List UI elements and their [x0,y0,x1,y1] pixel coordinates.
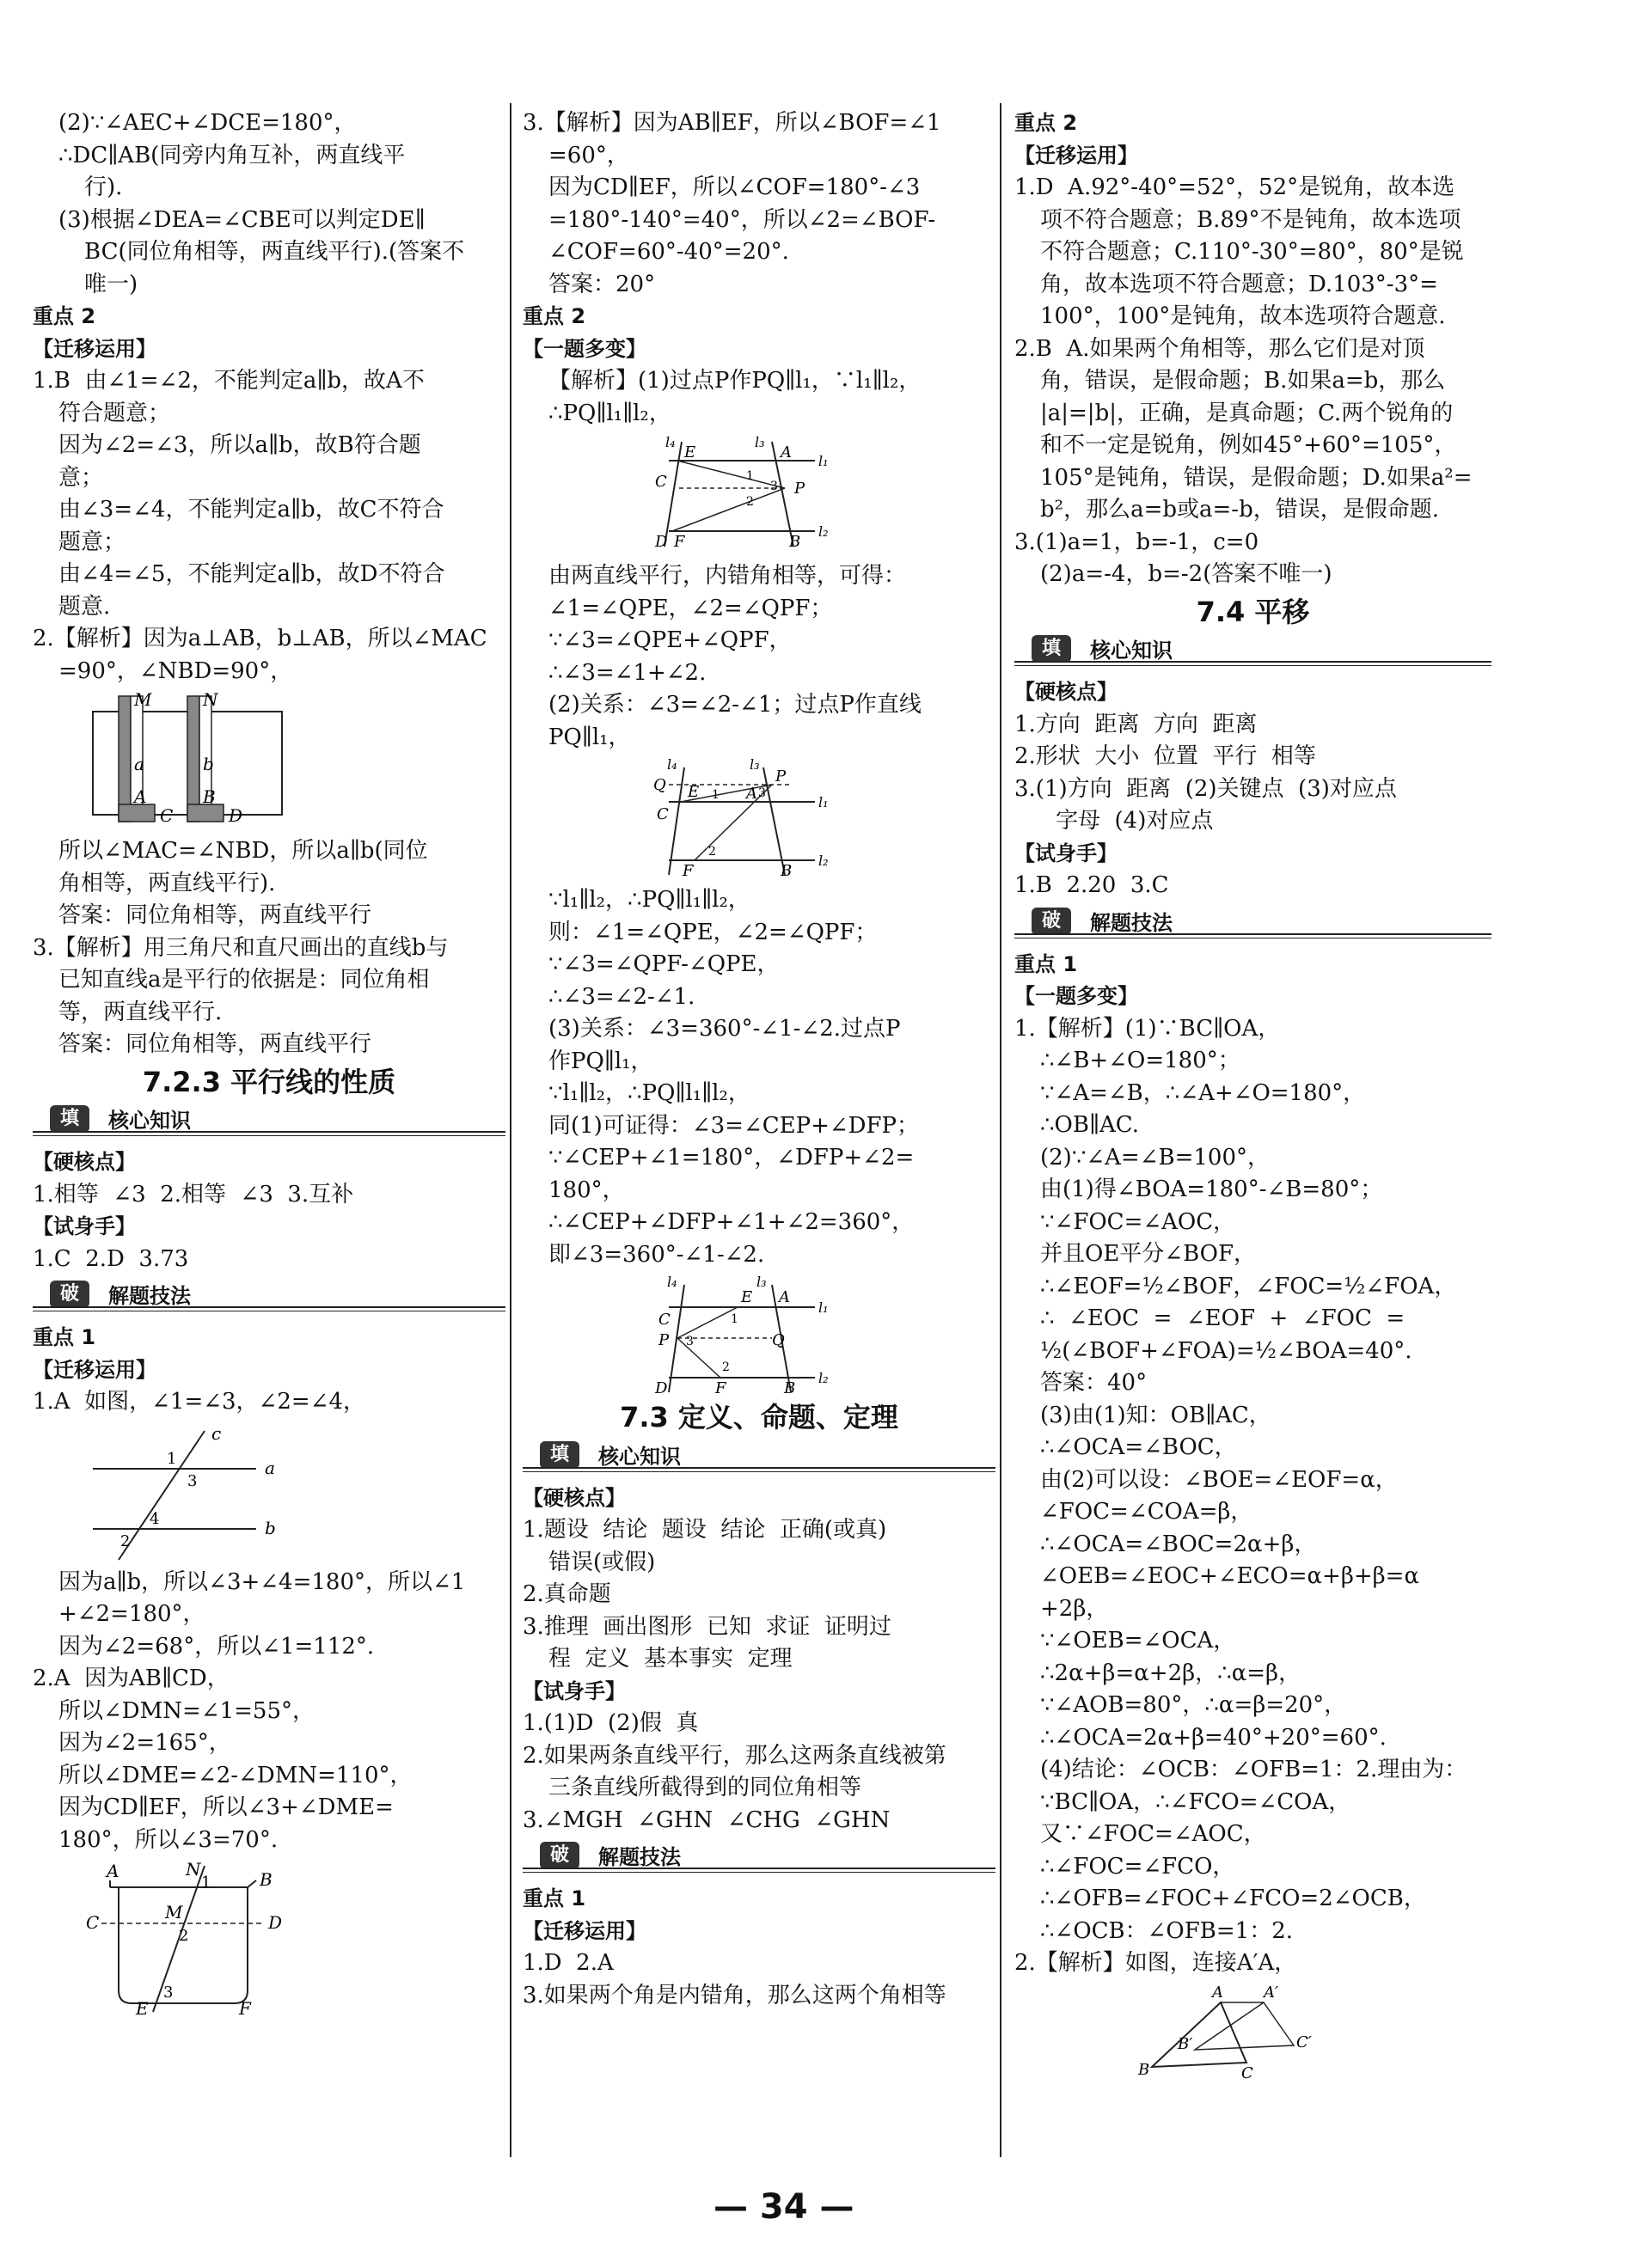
banner-label: 解题技法 [1090,910,1173,935]
text-line: ∴DC∥AB(同旁内角互补，两直线平 [58,142,406,168]
text-line: ∵l₁∥l₂，∴PQ∥l₁∥l₂， [548,887,750,913]
text-line: 行). [84,174,123,200]
text-line: 2.形状 大小 位置 平行 相等 [1014,743,1316,769]
text-line: 【解析】(1)过点P作PQ∥l₁，∵l₁∥l₂， [548,368,922,394]
fig-label: 1 [201,1874,211,1892]
text-line: ∴ ∠EOC = ∠EOF + ∠FOC = [1040,1305,1405,1331]
text-line: 1.C 2.D 3.73 [33,1245,189,1272]
text-line: ∠OEB=∠EOC+∠ECO=α+β+β=α [1040,1563,1420,1589]
column-divider-2 [1000,103,1001,2157]
text-line: (3)由(1)知：OB∥AC， [1040,1402,1271,1428]
page-number: — 34 — [713,2187,854,2227]
fig-label: A [107,1861,119,1881]
text-line: 2.如果两条直线平行，那么这两条直线被第 [523,1742,946,1769]
fig-label: C [1241,2063,1253,2080]
text-line: ∵∠FOC=∠AOC， [1040,1208,1236,1235]
fig-label: A′ [1264,1984,1279,2002]
text-line: 180°，所以∠3=70°. [58,1826,279,1853]
fig-label: C [160,805,174,826]
text-line: 又∵∠FOC=∠AOC， [1040,1821,1266,1847]
heading-zhongdian1: 重点 1 [523,1886,586,1910]
fig-label: N [203,693,218,710]
banner-tag: 破 [1032,908,1071,935]
heading-yinghe: 【硬核点】 [1014,680,1118,704]
text-line: ½(∠BOF+∠FOA)=½∠BOA=40°. [1040,1337,1412,1364]
section-title: 7.4 平移 [1196,595,1310,628]
text-line: +2β， [1040,1595,1109,1622]
fig-label: 1 [731,1312,738,1326]
col1-q1 [33,365,505,623]
text-line: 1.A 如图，∠1=∠3，∠2=∠4， [33,1389,365,1415]
fig-label: M [165,1902,183,1923]
fig-label: 1 [746,469,754,483]
text-line: 则：∠1=∠QPE，∠2=∠QPF； [548,919,878,945]
text-line: 因为∠2=∠3，所以a∥b，故B符合题 [58,432,421,458]
text-line: 3.(1)a=1，b=-1，c=0 [1014,529,1259,555]
text-line: (2)a=-4，b=-2(答案不唯一) [1040,561,1332,587]
fig-label: P [658,1331,670,1349]
fig-label: B′ [1178,2034,1193,2053]
banner-tag: 填 [1032,635,1071,663]
answer-line: 答案：20° [548,271,656,297]
fig-label: C [86,1912,100,1933]
fig-label: 2 [722,1360,730,1374]
banner-techniques [1014,906,1491,940]
answer-line: 答案：40° [1040,1370,1148,1396]
text-line: ∴∠OCA=2α+β=40°+20°=60°. [1040,1724,1387,1751]
text-line: 180°， [548,1177,625,1203]
text-line: 程 定义 基本事实 定理 [548,1646,793,1672]
text-line: 即∠3=360°-∠1-∠2. [548,1241,765,1268]
text-line: 2.真命题 [523,1581,611,1607]
fig-label: l₂ [818,523,829,540]
text-line: 3.【解析】因为AB∥EF，所以∠BOF=∠1 [523,110,941,136]
text-line: =90°，∠NBD=90°， [58,657,293,684]
text-line: +∠2=180°， [58,1601,205,1627]
banner-label: 核心知识 [1090,639,1173,663]
text-line: 由(2)可以设：∠BOE=∠EOF=α， [1040,1466,1398,1493]
text-line: |a|=|b|，正确，是真命题；C.两个锐角的 [1040,400,1454,426]
text-line: 题意. [58,593,111,620]
text-line: ∴∠OFB=∠FOC+∠FCO=2∠OCB， [1040,1886,1426,1911]
fig-label: l₁ [818,453,829,469]
heading-qianyi: 【迁移运用】 [523,1918,646,1943]
text-line: ∴∠FOC=∠FCO， [1040,1853,1235,1880]
fig-label: l₄ [667,759,677,773]
fig-label: a [134,754,144,774]
text-line: 因为CD∥EF，所以∠3+∠DME= [58,1794,394,1820]
fig-label: b [265,1517,276,1538]
text-line: 符合题意； [58,400,171,426]
fig-label: A [746,785,757,803]
answer-line: 答案：同位角相等，两直线平行 [58,1031,372,1057]
fig-label: 2 [708,845,716,859]
fig-label: A [779,1288,790,1306]
text-line: ∴∠3=∠2-∠1. [548,983,695,1010]
text-line: 3.【解析】用三角尺和直尺画出的直线b与 [33,934,449,961]
heading-zhongdian1: 重点 1 [1014,951,1078,976]
fig-label: D [268,1912,283,1933]
banner-techniques [33,1279,505,1313]
text-line: 因为∠2=68°，所以∠1=112°. [58,1633,375,1660]
text-line: (4)结论：∠OCB：∠OFB=1：2.理由为： [1040,1757,1467,1782]
text-line: 所以∠DMN=∠1=55°， [58,1697,315,1724]
text-line: 1.相等 ∠3 2.相等 ∠3 3.互补 [33,1181,354,1207]
text-line: (3)关系：∠3=360°-∠1-∠2.过点P [548,1016,901,1042]
fig-label: E [688,783,700,801]
text-line: 题意； [58,529,126,555]
text-line: 2.A 因为AB∥CD， [33,1666,230,1691]
fig-label: l₃ [750,759,760,773]
banner-core-knowledge [523,1440,995,1474]
heading-zhongdian2: 重点 2 [523,304,586,328]
heading-zhongdian2: 重点 2 [33,304,96,328]
fig-label: B [260,1869,273,1890]
banner-label: 核心知识 [108,1109,191,1133]
text-line: 因为a∥b，所以∠3+∠4=180°，所以∠1 [58,1568,466,1595]
banner-tag: 填 [540,1441,579,1469]
text-line: 3.推理 画出图形 已知 求证 证明过 [523,1613,891,1640]
fig-label: 1 [712,788,720,802]
figure-l1-l2-case3 [643,1276,849,1397]
section-title: 7.3 定义、命题、定理 [620,1401,898,1434]
fig-label: l₃ [756,1276,767,1290]
banner-rule [33,1131,505,1136]
text-line: 意； [58,464,104,491]
text-line: 3.如果两个角是内错角，那么这两个角相等 [523,1982,946,2008]
fig-label: A [781,443,792,462]
fig-label: B [789,533,801,551]
text-line: 三条直线所截得到的同位角相等 [548,1775,862,1800]
fig-label: D [655,1379,668,1397]
heading-yinghe: 【硬核点】 [33,1150,136,1174]
text-line: (2)关系：∠3=∠2-∠1；过点P作直线 [548,692,922,718]
fig-label: D [655,533,668,551]
text-line: 1.B 由∠1=∠2，不能判定a∥b，故A不 [33,368,425,394]
text-line: 等，两直线平行. [58,999,223,1025]
fig-label: 2 [746,495,754,509]
text-line: 角，故本选项不符合题意；D.103°-3°= [1040,271,1438,297]
heading-shishen: 【试身手】 [523,1678,626,1703]
banner-rule [33,1306,505,1311]
banner-rule [523,1467,995,1472]
heading-yiti: 【一题多变】 [1014,984,1138,1008]
text-line: ∠COF=60°-40°=20°. [548,239,789,265]
heading-yinghe: 【硬核点】 [523,1485,626,1510]
text-line: 同(1)可证得：∠3=∠CEP+∠DFP； [548,1112,920,1139]
banner-techniques [523,1840,995,1874]
heading-shishen: 【试身手】 [33,1214,136,1238]
fig-label: C′ [1296,2033,1312,2051]
text-line: ∠FOC=∠COA=β， [1040,1499,1253,1525]
heading-qianyi: 【迁移运用】 [1014,143,1138,168]
text-line: 已知直线a是平行的依据是：同位角相 [58,967,430,993]
text-line: b²，那么a=b或a=-b，错误，是假命题. [1040,497,1439,523]
fig-label: 2 [120,1531,131,1550]
fig-label: P [775,767,787,786]
fig-label: E [741,1288,753,1306]
fig-label: B [781,862,793,879]
text-line: 1.方向 距离 方向 距离 [1014,711,1258,737]
text-line: 由∠4=∠5，不能判定a∥b，故D不符合 [58,561,445,587]
text-line: ∵BC∥OA，∴∠FCO=∠COA， [1040,1788,1351,1815]
fig-label: 3 [187,1471,198,1490]
fig-label: F [239,1998,251,2016]
fig-label: B [203,786,216,807]
text-line: 3.(1)方向 距离 (2)关键点 (3)对应点 [1014,775,1397,802]
fig-label: C [657,805,669,823]
text-line: 1.D 2.A [523,1950,614,1976]
text-line: 1.(1)D (2)假 真 [523,1710,699,1736]
text-line: 因为∠2=165°， [58,1730,231,1756]
text-line: 1.题设 结论 题设 结论 正确(或真) [523,1517,887,1543]
text-line: 2.【解析】因为a⊥AB，b⊥AB，所以∠MAC [33,626,487,651]
column-1 [33,107,505,2021]
fig-label: l₂ [818,1370,829,1386]
heading-qianyi: 【迁移运用】 [33,336,156,361]
fig-label: N [186,1861,201,1880]
text-line: PQ∥l₁， [548,724,631,750]
text-line: ∴∠EOF=½∠BOF，∠FOC=½∠FOA， [1040,1273,1457,1299]
fig-label: 3 [163,1984,174,2002]
banner-label: 核心知识 [598,1444,681,1469]
text-line: 所以∠DME=∠2-∠DMN=110°， [58,1762,413,1788]
figure-translation [1135,1985,1358,2080]
text-line: ∴2α+β=α+2β，∴α=β， [1040,1660,1301,1686]
text-line: (3)根据∠DEA=∠CBE可以判定DE∥ [58,206,426,233]
fig-label: 1 [167,1449,177,1468]
text-line: 项不符合题意；B.89°不是钝角，故本选项 [1040,206,1461,233]
banner-rule [1014,933,1491,938]
text-line: 3.∠MGH ∠GHN ∠CHG ∠GHN [523,1806,891,1833]
text-line: ∵∠3=∠QPE+∠QPF， [548,627,792,653]
banner-rule [523,1868,995,1873]
heading-qianyi: 【迁移运用】 [33,1357,156,1382]
column-2 [523,107,995,2012]
text-line: 100°，100°是钝角，故本选项符合题意. [1040,303,1446,329]
text-line: =180°-140°=40°，所以∠2=∠BOF- [548,206,936,233]
text-line: 字母 (4)对应点 [1056,808,1214,834]
text-line: 1.D A.92°-40°=52°，52°是锐角，故本选 [1014,174,1455,200]
fig-label: B [1138,2060,1150,2079]
column-3 [1014,107,1491,2085]
text-line: =60°， [548,142,629,168]
text-line: 由∠3=∠4，不能判定a∥b，故C不符合 [58,497,444,523]
fig-label: c [211,1423,222,1444]
text-line: 作PQ∥l₁， [548,1048,653,1074]
banner-core-knowledge [1014,633,1491,668]
col1-para-a [33,107,505,301]
heading-yiti: 【一题多变】 [523,336,646,361]
text-line: ∵∠CEP+∠1=180°，∠DFP+∠2= [548,1145,915,1171]
heading-zhongdian2: 重点 2 [1014,111,1078,135]
text-line: ∵l₁∥l₂，∴PQ∥l₁∥l₂， [548,1080,750,1106]
column-divider-1 [510,103,511,2157]
text-line: 1.【解析】(1)∵BC∥OA， [1014,1015,1281,1042]
fig-label: b [203,754,214,774]
text-line: ∴PQ∥l₁∥l₂， [548,400,671,426]
text-line: 1.B 2.20 3.C [1014,872,1169,898]
text-line: ∴∠CEP+∠DFP+∠1+∠2=360°， [548,1209,915,1235]
text-line: ∴∠OCA=∠BOC， [1040,1434,1237,1460]
figure-rulers [84,693,291,830]
heading-zhongdian1: 重点 1 [33,1325,96,1349]
text-line: ∵∠3=∠QPF-∠QPE， [548,951,780,977]
fig-label: 3 [686,1335,694,1348]
fig-label: Q [653,776,666,794]
text-line: ∠1=∠QPE，∠2=∠QPF； [548,595,833,621]
fig-label: F [674,533,685,551]
text-line: 唯一) [84,271,138,297]
text-line: 并且OE平分∠BOF， [1040,1241,1257,1267]
fig-label: 3 [758,786,766,800]
banner-label: 解题技法 [598,1845,681,1869]
text-line: 2.B A.如果两个角相等，那么它们是对顶 [1014,335,1425,362]
fig-label: l₁ [818,1299,829,1316]
figure-l1-l2-case1 [643,435,849,555]
text-line: ∵∠A=∠B，∴∠A+∠O=180°， [1040,1079,1366,1106]
fig-label: Q [772,1331,785,1349]
fig-label: 2 [179,1927,189,1945]
text-line: (2)∵∠A=∠B=100°， [1040,1144,1271,1171]
heading-shishen: 【试身手】 [1014,841,1118,865]
banner-label: 解题技法 [108,1284,191,1308]
text-line: 角，错误，是假命题；B.如果a=b，那么 [1040,368,1446,394]
banner-tag: 破 [540,1842,579,1869]
fig-label: l₁ [818,794,829,810]
answer-line: 答案：同位角相等，两直线平行 [58,902,372,928]
text-line: BC(同位角相等，两直线平行).(答案不 [84,239,465,265]
fig-label: B [784,1379,796,1397]
figure-container [84,1861,308,2016]
fig-label: 4 [150,1509,160,1528]
text-line: 错误(或假) [548,1549,656,1575]
text-line: ∴∠3=∠1+∠2. [548,659,707,686]
banner-rule [1014,661,1491,666]
figure-parallel-lines [84,1424,308,1562]
fig-label: l₄ [667,1276,677,1290]
banner-core-knowledge [33,1103,505,1138]
fig-label: M [134,693,152,710]
section-title: 7.2.3 平行线的性质 [142,1065,396,1098]
fig-label: A [1212,1984,1223,2002]
text-line: 所以∠MAC=∠NBD，所以a∥b(同位 [58,838,428,864]
text-line: 105°是钝角，错误，是假命题；D.如果a²= [1040,464,1473,491]
text-line: ∵∠AOB=80°，∴α=β=20°， [1040,1692,1347,1718]
text-line: ∵∠OEB=∠OCA， [1040,1628,1236,1654]
text-line: 和不一定是锐角，例如45°+60°=105°， [1040,432,1457,458]
fig-label: A [134,786,147,807]
fig-label: E [684,443,696,462]
text-line: ∴OB∥AC. [1040,1112,1139,1138]
text-line: 由两直线平行，内错角相等，可得： [548,563,907,589]
fig-label: D [229,805,243,826]
text-line: 不符合题意；C.110°-30°=80°，80°是锐 [1040,239,1464,265]
banner-tag: 填 [50,1105,89,1133]
text-line: ∴∠OCB：∠OFB=1：2. [1040,1917,1294,1944]
text-line: ∴∠B+∠O=180°； [1040,1048,1240,1073]
text-line: (2)∵∠AEC+∠DCE=180°， [58,110,357,136]
fig-label: a [265,1457,275,1478]
fig-label: F [715,1379,726,1397]
fig-label: F [683,862,694,879]
fig-label: P [794,480,805,498]
text-line: 2.【解析】如图，连接A′A， [1014,1950,1297,1976]
text-line: 因为CD∥EF，所以∠COF=180°-∠3 [548,174,921,200]
fig-label: l₃ [755,435,765,450]
fig-label: l₂ [818,853,829,869]
figure-l1-l2-case2 [643,759,849,879]
text-line: ∴∠OCA=∠BOC=2α+β， [1040,1531,1317,1557]
fig-label: l₄ [665,435,676,450]
text-line: 角相等，两直线平行). [58,870,276,896]
fig-label: E [136,1998,149,2016]
fig-label: C [658,1311,671,1329]
fig-label: C [655,473,667,491]
banner-tag: 破 [50,1281,89,1308]
text-line: 由(1)得∠BOA=180°-∠B=80°； [1040,1177,1383,1202]
fig-label: 3 [770,480,778,493]
